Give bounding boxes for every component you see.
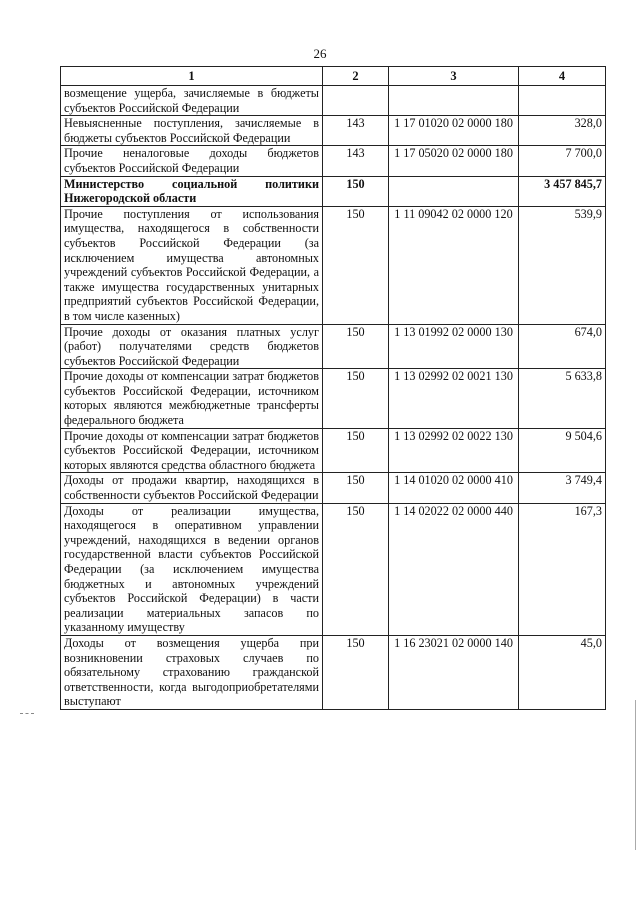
table-row <box>61 324 606 369</box>
table-row <box>61 503 606 635</box>
row-description: Невыясненные поступления, зачисляемые в бюджеты субъектов Российской Федерации <box>61 116 323 146</box>
row-amount: 539,9 <box>519 206 606 324</box>
row-chapter-code: 150 <box>323 324 389 369</box>
row-description: возмещение ущерба, зачисляемые в бюджеты субъектов Российской Федерации <box>61 86 323 116</box>
table-row <box>61 146 606 176</box>
row-classification-code <box>389 86 519 116</box>
scan-edge-line <box>635 700 636 850</box>
row-amount: 45,0 <box>519 635 606 709</box>
row-amount: 328,0 <box>519 116 606 146</box>
table-row <box>61 369 606 428</box>
row-amount: 9 504,6 <box>519 428 606 473</box>
row-classification-code: 1 13 01992 02 0000 130 <box>389 324 519 369</box>
row-classification-code: 1 14 01020 02 0000 410 <box>389 473 519 503</box>
row-chapter-code: 150 <box>323 635 389 709</box>
row-amount: 674,0 <box>519 324 606 369</box>
row-chapter-code: 150 <box>323 503 389 635</box>
row-classification-code: 1 17 01020 02 0000 180 <box>389 116 519 146</box>
row-amount: 3 749,4 <box>519 473 606 503</box>
page-number: 26 <box>313 46 327 61</box>
table-row <box>61 116 606 146</box>
row-chapter-code: 143 <box>323 116 389 146</box>
row-amount: 167,3 <box>519 503 606 635</box>
row-classification-code: 1 13 02992 02 0021 130 <box>389 369 519 428</box>
row-description: Доходы от реализации имущества, находящегося в оперативном управлении учреждений, находящихся в ведении органов государственной власти субъектов Российской Федерации (за исключением имущества бюджетных и автономных учреждений субъектов Российской Федерации) в части реализации материальных запасов по указанному имуществу <box>61 503 323 635</box>
table-header-row <box>61 67 606 86</box>
table-row <box>61 428 606 473</box>
column-header-3: 3 <box>389 67 519 86</box>
row-classification-code <box>389 176 519 206</box>
row-description: Доходы от продажи квартир, находящихся в собственности субъектов Российской Федерации <box>61 473 323 503</box>
row-chapter-code: 150 <box>323 473 389 503</box>
column-header-2: 2 <box>323 67 389 86</box>
row-amount <box>519 86 606 116</box>
table-row <box>61 206 606 324</box>
column-header-1: 1 <box>61 67 323 86</box>
row-amount: 7 700,0 <box>519 146 606 176</box>
table-row <box>61 473 606 503</box>
row-chapter-code: 150 <box>323 176 389 206</box>
row-chapter-code: 150 <box>323 428 389 473</box>
row-description: Прочие доходы от компенсации затрат бюджетов субъектов Российской Федерации, источником которых являются средства областного бюджета <box>61 428 323 473</box>
table-row <box>61 635 606 709</box>
row-description: Министерство социальной политики Нижегородской области <box>61 176 323 206</box>
row-description: Прочие доходы от компенсации затрат бюджетов субъектов Российской Федерации, источником которых являются межбюджетные трансферты федерального бюджета <box>61 369 323 428</box>
row-amount: 5 633,8 <box>519 369 606 428</box>
row-classification-code: 1 14 02022 02 0000 440 <box>389 503 519 635</box>
row-chapter-code <box>323 86 389 116</box>
table-row <box>61 176 606 206</box>
row-chapter-code: 150 <box>323 206 389 324</box>
row-description: Прочие поступления от использования имущества, находящегося в собственности субъектов Российской Федерации (за исключением имущества автономных учреждений субъектов Российской Федерации, а также имущества государственных унитарных предприятий субъектов Российской Федерации, в том числе казенных) <box>61 206 323 324</box>
column-header-4: 4 <box>519 67 606 86</box>
row-description: Прочие неналоговые доходы бюджетов субъектов Российской Федерации <box>61 146 323 176</box>
row-classification-code: 1 11 09042 02 0000 120 <box>389 206 519 324</box>
row-classification-code: 1 17 05020 02 0000 180 <box>389 146 519 176</box>
row-description: Доходы от возмещения ущерба при возникновении страховых случаев по обязательному страхованию гражданской ответственности, когда выгодоприобретателями выступают <box>61 635 323 709</box>
revenue-table <box>60 66 606 710</box>
margin-mark <box>20 713 34 714</box>
row-description: Прочие доходы от оказания платных услуг (работ) получателями средств бюджетов субъектов Российской Федерации <box>61 324 323 369</box>
row-classification-code: 1 13 02992 02 0022 130 <box>389 428 519 473</box>
table-row <box>61 86 606 116</box>
row-chapter-code: 150 <box>323 369 389 428</box>
row-amount: 3 457 845,7 <box>519 176 606 206</box>
row-chapter-code: 143 <box>323 146 389 176</box>
row-classification-code: 1 16 23021 02 0000 140 <box>389 635 519 709</box>
